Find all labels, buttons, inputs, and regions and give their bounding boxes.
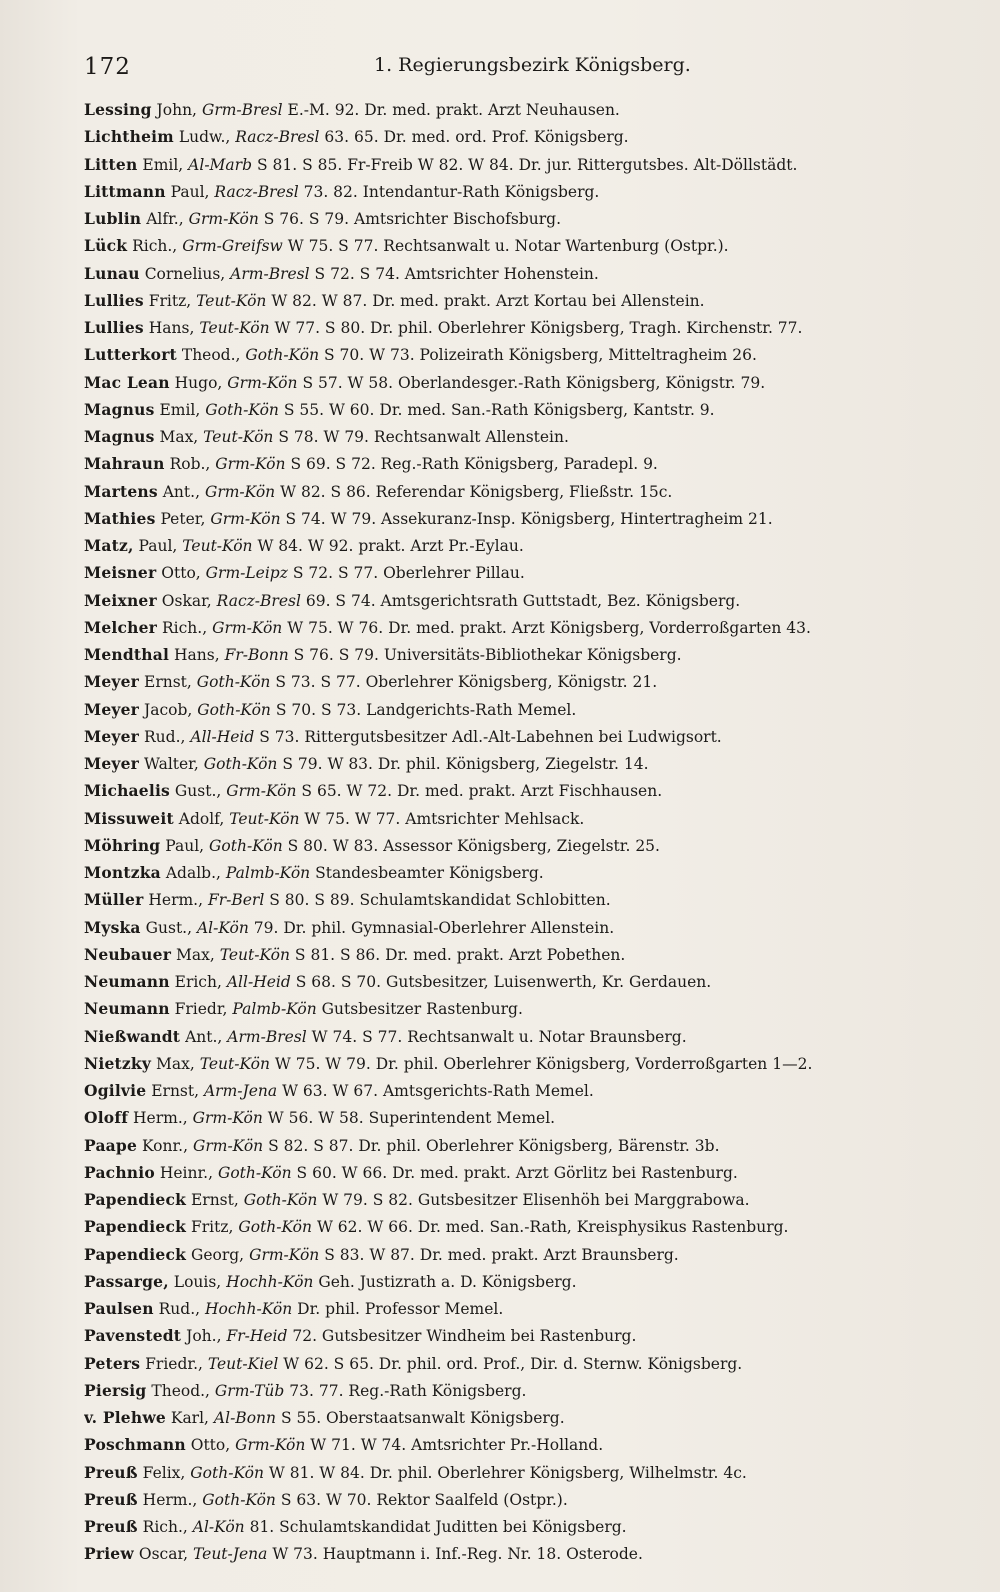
entry-fraternity: Grm-Bresl xyxy=(201,101,283,119)
entry-surname: Pachnio xyxy=(84,1162,155,1182)
entry-details: 63. 65. Dr. med. ord. Prof. Königsberg. xyxy=(324,128,629,147)
entry-given-name: Fritz, xyxy=(190,1218,234,1237)
entry-given-name: Ant., xyxy=(185,1027,223,1046)
entry-surname: Poschmann xyxy=(84,1435,186,1455)
entry-fraternity: Teut-Kiel xyxy=(207,1354,279,1373)
register-entry xyxy=(84,1023,964,1050)
entry-given-name: Oscar, xyxy=(138,1545,189,1564)
entry-fraternity: Grm-Leipz xyxy=(205,564,288,583)
entry-given-name: Adolf, xyxy=(178,809,225,828)
entry-surname: Montzka xyxy=(84,863,161,882)
entry-given-name: Rich., xyxy=(132,237,178,256)
entry-fraternity: Teut-Kön xyxy=(219,945,290,964)
entry-fraternity: All-Heid xyxy=(226,973,291,991)
entry-surname: Neubauer xyxy=(84,944,172,964)
entry-given-name: Theod., xyxy=(151,1381,210,1400)
register-entry xyxy=(84,777,964,804)
register-entry xyxy=(84,314,964,341)
entry-fraternity: Goth-Kön xyxy=(196,673,271,692)
entry-surname: Mac Lean xyxy=(84,372,170,392)
entry-fraternity: Racz-Bresl xyxy=(235,128,320,147)
entry-surname: Ogilvie xyxy=(84,1081,147,1100)
entry-details: S 82. S 87. Dr. phil. Oberlehrer Königsberg, Bärenstr. 3b. xyxy=(268,1136,720,1155)
entry-details: 73. 77. Reg.-Rath Königsberg. xyxy=(289,1381,527,1400)
entry-details: S 74. W 79. Assekuranz-Insp. Königsberg, Hintertragheim 21. xyxy=(285,509,773,528)
register-entry xyxy=(84,886,964,913)
entry-details: S 60. W 66. Dr. med. prakt. Arzt Görlitz bei Rastenburg. xyxy=(296,1163,738,1182)
register-entry xyxy=(84,478,964,505)
entry-details: W 75. S 77. Rechtsanwalt u. Notar Wartenburg (Ostpr.). xyxy=(287,237,729,256)
entry-details: W 82. S 86. Referendar Königsberg, Fließstr. 15c. xyxy=(280,482,673,501)
entry-fraternity: Fr-Bonn xyxy=(224,646,289,664)
entry-surname: Mahraun xyxy=(84,454,165,474)
entry-details: W 77. S 80. Dr. phil. Oberlehrer Königsberg, Tragh. Kirchenstr. 77. xyxy=(274,319,803,337)
entry-fraternity: Grm-Tüb xyxy=(214,1381,285,1400)
entry-fraternity: Teut-Jena xyxy=(193,1545,268,1564)
entry-given-name: Ernst, xyxy=(151,1082,200,1100)
entry-given-name: Friedr., xyxy=(145,1354,203,1373)
entry-surname: Meyer xyxy=(84,726,140,746)
entry-given-name: Paul, xyxy=(165,836,205,855)
entry-surname: Papendieck xyxy=(84,1190,187,1209)
entry-given-name: Gust., xyxy=(145,918,193,937)
entry-given-name: Max, xyxy=(155,1054,195,1073)
entry-fraternity: Al-Marb xyxy=(188,155,253,174)
entry-surname: Piersig xyxy=(84,1380,147,1400)
entry-given-name: Ernst, xyxy=(144,673,192,692)
entry-given-name: Ludw., xyxy=(178,128,231,147)
entry-details: W 79. S 82. Gutsbesitzer Elisenhöh bei Marggrabowa. xyxy=(322,1191,750,1209)
entry-fraternity: Goth-Kön xyxy=(245,346,320,365)
entry-details: W 74. S 77. Rechtsanwalt u. Notar Braunsberg. xyxy=(311,1027,687,1046)
register-entry xyxy=(84,1159,964,1186)
entry-details: W 84. W 92. prakt. Arzt Pr.-Eylau. xyxy=(257,537,524,555)
entry-given-name: Max, xyxy=(176,945,215,964)
entry-fraternity: Teut-Kön xyxy=(199,1054,270,1073)
entry-details: S 72. S 77. Oberlehrer Pillau. xyxy=(292,564,525,583)
entry-details: W 75. W 79. Dr. phil. Oberlehrer Königsberg, Vorderroßgarten 1—2. xyxy=(274,1054,813,1073)
entry-details: S 70. W 73. Polizeirath Königsberg, Mitteltragheim 26. xyxy=(323,346,757,365)
entry-details: Geh. Justizrath a. D. Königsberg. xyxy=(318,1272,577,1291)
register-entry xyxy=(84,450,964,477)
register-entries xyxy=(84,96,964,1568)
entry-fraternity: Goth-Kön xyxy=(190,1463,264,1482)
register-entry xyxy=(84,559,964,586)
register-entry xyxy=(84,859,964,886)
register-entry xyxy=(84,914,964,941)
entry-surname: Preuß xyxy=(84,1489,138,1509)
register-entry xyxy=(84,178,964,205)
entry-details: W 62. W 66. Dr. med. San.-Rath, Kreisphysikus Rastenburg. xyxy=(316,1218,789,1237)
register-entry xyxy=(84,805,964,832)
entry-given-name: Hans, xyxy=(148,319,195,337)
entry-fraternity: Goth-Kön xyxy=(197,700,271,719)
entry-surname: Missuweit xyxy=(84,808,174,828)
entry-details: W 75. W 76. Dr. med. prakt. Arzt Königsberg, Vorderroßgarten 43. xyxy=(287,618,811,637)
register-entry xyxy=(84,1404,964,1431)
page-header xyxy=(84,48,940,88)
entry-details: 73. 82. Intendantur-Rath Königsberg. xyxy=(303,182,600,201)
register-entry xyxy=(84,723,964,750)
register-entry xyxy=(84,1077,964,1104)
entry-given-name: Rud., xyxy=(144,727,186,746)
entry-given-name: Cornelius, xyxy=(144,264,226,283)
entry-fraternity: Teut-Kön xyxy=(229,809,300,828)
entry-details: W 56. W 58. Superintendent Memel. xyxy=(267,1109,556,1128)
entry-given-name: Joh., xyxy=(186,1327,222,1346)
register-entry xyxy=(84,668,964,695)
register-entry xyxy=(84,341,964,368)
register-entry xyxy=(84,1050,964,1077)
entry-surname: Papendieck xyxy=(84,1244,187,1264)
entry-fraternity: Teut-Kön xyxy=(182,537,253,555)
register-entry xyxy=(84,1540,964,1567)
entry-given-name: Fritz, xyxy=(148,291,192,310)
entry-given-name: Rich., xyxy=(161,618,208,637)
entry-details: W 71. W 74. Amtsrichter Pr.-Holland. xyxy=(310,1436,604,1455)
entry-details: S 83. W 87. Dr. med. prakt. Arzt Braunsberg. xyxy=(324,1245,679,1264)
register-entry xyxy=(84,287,964,314)
entry-details: S 63. W 70. Rektor Saalfeld (Ostpr.). xyxy=(280,1490,568,1509)
entry-surname: Neumann xyxy=(84,999,170,1019)
entry-details: S 81. S 85. Fr-Freib W 82. W 84. Dr. jur. Rittergutsbes. Alt-Döllstädt. xyxy=(256,155,798,174)
entry-given-name: Peter, xyxy=(160,509,206,528)
register-entry xyxy=(84,1486,964,1513)
entry-fraternity: Grm-Greifsw xyxy=(182,237,283,256)
entry-fraternity: Teut-Kön xyxy=(203,428,274,446)
entry-fraternity: Al-Kön xyxy=(196,918,249,937)
entry-details: W 81. W 84. Dr. phil. Oberlehrer Königsberg, Wilhelmstr. 4c. xyxy=(268,1463,747,1482)
register-entry xyxy=(84,832,964,859)
entry-surname: Michaelis xyxy=(84,781,170,801)
entry-details: 81. Schulamtskandidat Juditten bei Königsberg. xyxy=(249,1518,627,1536)
entry-details: S 70. S 73. Landgerichts-Rath Memel. xyxy=(275,700,577,719)
entry-surname: Paulsen xyxy=(84,1299,154,1318)
entry-details: 72. Gutsbesitzer Windheim bei Rastenburg. xyxy=(292,1327,637,1346)
entry-given-name: Otto, xyxy=(190,1436,231,1455)
entry-details: S 79. W 83. Dr. phil. Königsberg, Ziegelstr. 14. xyxy=(282,755,649,773)
register-entry xyxy=(84,232,964,259)
entry-fraternity: Goth-Kön xyxy=(243,1191,318,1209)
entry-surname: Lessing xyxy=(84,100,152,119)
entry-given-name: Emil, xyxy=(142,155,184,174)
register-entry xyxy=(84,941,964,968)
entry-given-name: Adalb., xyxy=(165,864,221,882)
entry-details: S 72. S 74. Amtsrichter Hohenstein. xyxy=(314,264,599,283)
entry-details: S 73. S 77. Oberlehrer Königsberg, Königstr. 21. xyxy=(275,673,658,692)
entry-surname: Lunau xyxy=(84,263,140,283)
register-entry xyxy=(84,1322,964,1349)
running-head: 1. Regierungsbezirk Königsberg. xyxy=(374,54,691,76)
entry-surname: Litten xyxy=(84,154,138,174)
entry-fraternity: Goth-Kön xyxy=(203,755,278,773)
entry-given-name: Alfr., xyxy=(146,210,184,228)
entry-given-name: Oskar, xyxy=(161,591,212,610)
register-entry xyxy=(84,968,964,995)
entry-given-name: Hugo, xyxy=(174,373,223,392)
entry-given-name: Felix, xyxy=(142,1463,186,1482)
register-entry xyxy=(84,1295,964,1322)
entry-surname: Myska xyxy=(84,917,141,937)
page-number: 172 xyxy=(84,54,131,80)
entry-details: S 55. W 60. Dr. med. San.-Rath Königsberg, Kantstr. 9. xyxy=(283,400,715,419)
entry-details: W 82. W 87. Dr. med. prakt. Arzt Kortau bei Allenstein. xyxy=(271,291,705,310)
register-entry xyxy=(84,1377,964,1404)
entry-surname: Nietzky xyxy=(84,1053,152,1073)
entry-fraternity: Fr-Heid xyxy=(226,1327,288,1346)
entry-details: W 62. S 65. Dr. phil. ord. Prof., Dir. d. Sternw. Königsberg. xyxy=(283,1354,743,1373)
entry-details: Standesbeamter Königsberg. xyxy=(315,864,544,882)
entry-details: W 63. W 67. Amtsgerichts-Rath Memel. xyxy=(282,1082,594,1100)
entry-surname: Meyer xyxy=(84,672,140,692)
entry-given-name: Heinr., xyxy=(159,1163,214,1182)
entry-fraternity: Teut-Kön xyxy=(196,291,267,310)
register-entry xyxy=(84,614,964,641)
register-entry xyxy=(84,369,964,396)
entry-fraternity: Palmb-Kön xyxy=(225,864,311,882)
entry-surname: Lublin xyxy=(84,209,142,228)
entry-surname: Littmann xyxy=(84,181,166,201)
entry-fraternity: Grm-Kön xyxy=(192,1136,264,1155)
entry-fraternity: Goth-Kön xyxy=(217,1163,292,1182)
register-entry xyxy=(84,423,964,450)
entry-surname: Meisner xyxy=(84,563,157,583)
register-entry xyxy=(84,123,964,150)
entry-fraternity: Al-Bonn xyxy=(213,1409,276,1427)
register-entry xyxy=(84,1104,964,1131)
entry-fraternity: Arm-Bresl xyxy=(230,264,310,283)
register-entry xyxy=(84,396,964,423)
entry-given-name: Walter, xyxy=(144,755,199,773)
entry-fraternity: Grm-Kön xyxy=(212,618,283,637)
entry-surname: Papendieck xyxy=(84,1217,187,1237)
entry-surname: Martens xyxy=(84,481,158,501)
register-entry xyxy=(84,750,964,777)
register-entry xyxy=(84,1431,964,1458)
entry-fraternity: Goth-Kön xyxy=(238,1218,312,1237)
register-entry xyxy=(84,995,964,1022)
entry-details: E.-M. 92. Dr. med. prakt. Arzt Neuhausen. xyxy=(287,101,620,119)
entry-surname: Melcher xyxy=(84,617,158,637)
register-entry xyxy=(84,1459,964,1486)
entry-surname: Mendthal xyxy=(84,645,170,664)
entry-surname: Matz, xyxy=(84,536,134,555)
entry-given-name: Max, xyxy=(159,428,199,446)
entry-given-name: John, xyxy=(156,101,197,119)
entry-given-name: Jacob, xyxy=(144,700,193,719)
register-entry xyxy=(84,505,964,532)
entry-details: 79. Dr. phil. Gymnasial-Oberlehrer Allenstein. xyxy=(253,918,615,937)
entry-details: S 80. W 83. Assessor Königsberg, Ziegelstr. 25. xyxy=(287,836,660,855)
entry-surname: Nießwandt xyxy=(84,1026,181,1046)
entry-fraternity: Racz-Bresl xyxy=(216,591,301,610)
entry-surname: Möhring xyxy=(84,835,161,855)
entry-surname: Pavenstedt xyxy=(84,1326,182,1346)
entry-fraternity: Racz-Bresl xyxy=(214,182,299,201)
entry-surname: Lück xyxy=(84,236,128,256)
register-entry xyxy=(84,151,964,178)
entry-given-name: Karl, xyxy=(170,1409,209,1427)
entry-details: S 55. Oberstaatsanwalt Königsberg. xyxy=(280,1409,565,1427)
entry-fraternity: All-Heid xyxy=(190,727,255,746)
entry-surname: Meyer xyxy=(84,754,140,773)
entry-given-name: Rud., xyxy=(158,1300,201,1318)
entry-given-name: Ant., xyxy=(162,482,200,501)
entry-surname: Preuß xyxy=(84,1462,138,1482)
entry-fraternity: Grm-Kön xyxy=(249,1245,320,1264)
register-entry xyxy=(84,260,964,287)
entry-surname: Lullies xyxy=(84,318,144,337)
entry-details: S 57. W 58. Oberlandesger.-Rath Königsberg, Königstr. 79. xyxy=(302,373,766,392)
entry-details: S 81. S 86. Dr. med. prakt. Arzt Pobethen. xyxy=(294,945,626,964)
register-entry xyxy=(84,1241,964,1268)
entry-fraternity: Fr-Berl xyxy=(207,891,265,910)
entry-given-name: Theod., xyxy=(181,346,241,365)
entry-surname: v. Plehwe xyxy=(84,1408,166,1427)
entry-fraternity: Arm-Jena xyxy=(203,1082,278,1100)
entry-given-name: Gust., xyxy=(174,782,222,801)
entry-fraternity: Arm-Bresl xyxy=(227,1027,307,1046)
register-entry xyxy=(84,1213,964,1240)
entry-details: S 78. W 79. Rechtsanwalt Allenstein. xyxy=(278,428,569,446)
entry-fraternity: Grm-Kön xyxy=(192,1109,263,1128)
entry-fraternity: Grm-Kön xyxy=(204,482,276,501)
entry-fraternity: Grm-Kön xyxy=(210,509,281,528)
entry-fraternity: Goth-Kön xyxy=(205,400,279,419)
entry-details: S 69. S 72. Reg.-Rath Königsberg, Paradepl. 9. xyxy=(290,455,658,474)
register-entry xyxy=(84,96,964,123)
entry-given-name: Herm., xyxy=(142,1490,198,1509)
entry-surname: Lullies xyxy=(84,290,144,310)
entry-details: Gutsbesitzer Rastenburg. xyxy=(321,1000,523,1019)
entry-details: W 73. Hauptmann i. Inf.-Reg. Nr. 18. Osterode. xyxy=(272,1545,643,1564)
entry-details: S 73. Rittergutsbesitzer Adl.-Alt-Labehnen bei Ludwigsort. xyxy=(259,727,722,746)
register-entry xyxy=(84,1513,964,1540)
entry-details: W 75. W 77. Amtsrichter Mehlsack. xyxy=(304,809,585,828)
entry-given-name: Friedr, xyxy=(174,1000,228,1019)
entry-details: Dr. phil. Professor Memel. xyxy=(297,1300,504,1318)
entry-surname: Müller xyxy=(84,890,144,910)
entry-given-name: Herm., xyxy=(148,891,204,910)
entry-fraternity: Grm-Kön xyxy=(227,373,298,392)
entry-surname: Meyer xyxy=(84,699,140,719)
register-entry xyxy=(84,1268,964,1295)
entry-details: S 68. S 70. Gutsbesitzer, Luisenwerth, Kr. Gerdauen. xyxy=(295,973,712,991)
register-entry xyxy=(84,696,964,723)
entry-fraternity: Hochh-Kön xyxy=(226,1272,314,1291)
entry-given-name: Konr., xyxy=(141,1136,189,1155)
entry-surname: Lutterkort xyxy=(84,345,177,365)
entry-details: S 65. W 72. Dr. med. prakt. Arzt Fischhausen. xyxy=(301,782,663,801)
entry-fraternity: Hochh-Kön xyxy=(205,1300,293,1318)
entry-given-name: Louis, xyxy=(173,1272,222,1291)
register-entry xyxy=(84,1186,964,1213)
register-entry xyxy=(84,205,964,232)
entry-given-name: Emil, xyxy=(159,400,201,419)
entry-given-name: Otto, xyxy=(161,564,201,583)
entry-given-name: Rich., xyxy=(142,1518,188,1536)
entry-details: S 80. S 89. Schulamtskandidat Schlobitten. xyxy=(269,891,611,910)
register-entry xyxy=(84,532,964,559)
entry-surname: Mathies xyxy=(84,508,156,528)
entry-surname: Paape xyxy=(84,1135,138,1155)
entry-fraternity: Goth-Kön xyxy=(209,836,283,855)
entry-surname: Magnus xyxy=(84,427,155,446)
entry-fraternity: Grm-Kön xyxy=(235,1436,306,1455)
register-entry xyxy=(84,1350,964,1377)
entry-fraternity: Teut-Kön xyxy=(199,319,270,337)
entry-details: 69. S 74. Amtsgerichtsrath Guttstadt, Bez. Königsberg. xyxy=(305,591,741,610)
entry-surname: Neumann xyxy=(84,972,170,991)
entry-surname: Magnus xyxy=(84,399,155,419)
entry-surname: Oloff xyxy=(84,1108,129,1128)
entry-surname: Meixner xyxy=(84,590,157,610)
entry-surname: Preuß xyxy=(84,1517,138,1536)
entry-given-name: Paul, xyxy=(138,537,178,555)
entry-given-name: Rob., xyxy=(169,455,211,474)
entry-fraternity: Grm-Kön xyxy=(215,455,286,474)
entry-given-name: Ernst, xyxy=(190,1191,239,1209)
entry-fraternity: Grm-Kön xyxy=(188,210,259,228)
entry-given-name: Paul, xyxy=(170,182,210,201)
entry-fraternity: Al-Kön xyxy=(192,1518,245,1536)
entry-fraternity: Palmb-Kön xyxy=(232,1000,317,1019)
register-entry xyxy=(84,1132,964,1159)
entry-given-name: Herm., xyxy=(133,1109,188,1128)
entry-fraternity: Goth-Kön xyxy=(202,1490,276,1509)
entry-details: S 76. S 79. Amtsrichter Bischofsburg. xyxy=(263,210,561,228)
entry-surname: Peters xyxy=(84,1353,141,1373)
entry-given-name: Hans, xyxy=(174,646,220,664)
entry-fraternity: Grm-Kön xyxy=(226,782,297,801)
entry-surname: Lichtheim xyxy=(84,127,174,147)
register-entry xyxy=(84,641,964,668)
entry-surname: Passarge, xyxy=(84,1271,169,1291)
entry-details: S 76. S 79. Universitäts-Bibliothekar Königsberg. xyxy=(293,646,682,664)
entry-given-name: Georg, xyxy=(190,1245,245,1264)
entry-surname: Priew xyxy=(84,1544,134,1564)
entry-given-name: Erich, xyxy=(174,973,222,991)
register-entry xyxy=(84,587,964,614)
